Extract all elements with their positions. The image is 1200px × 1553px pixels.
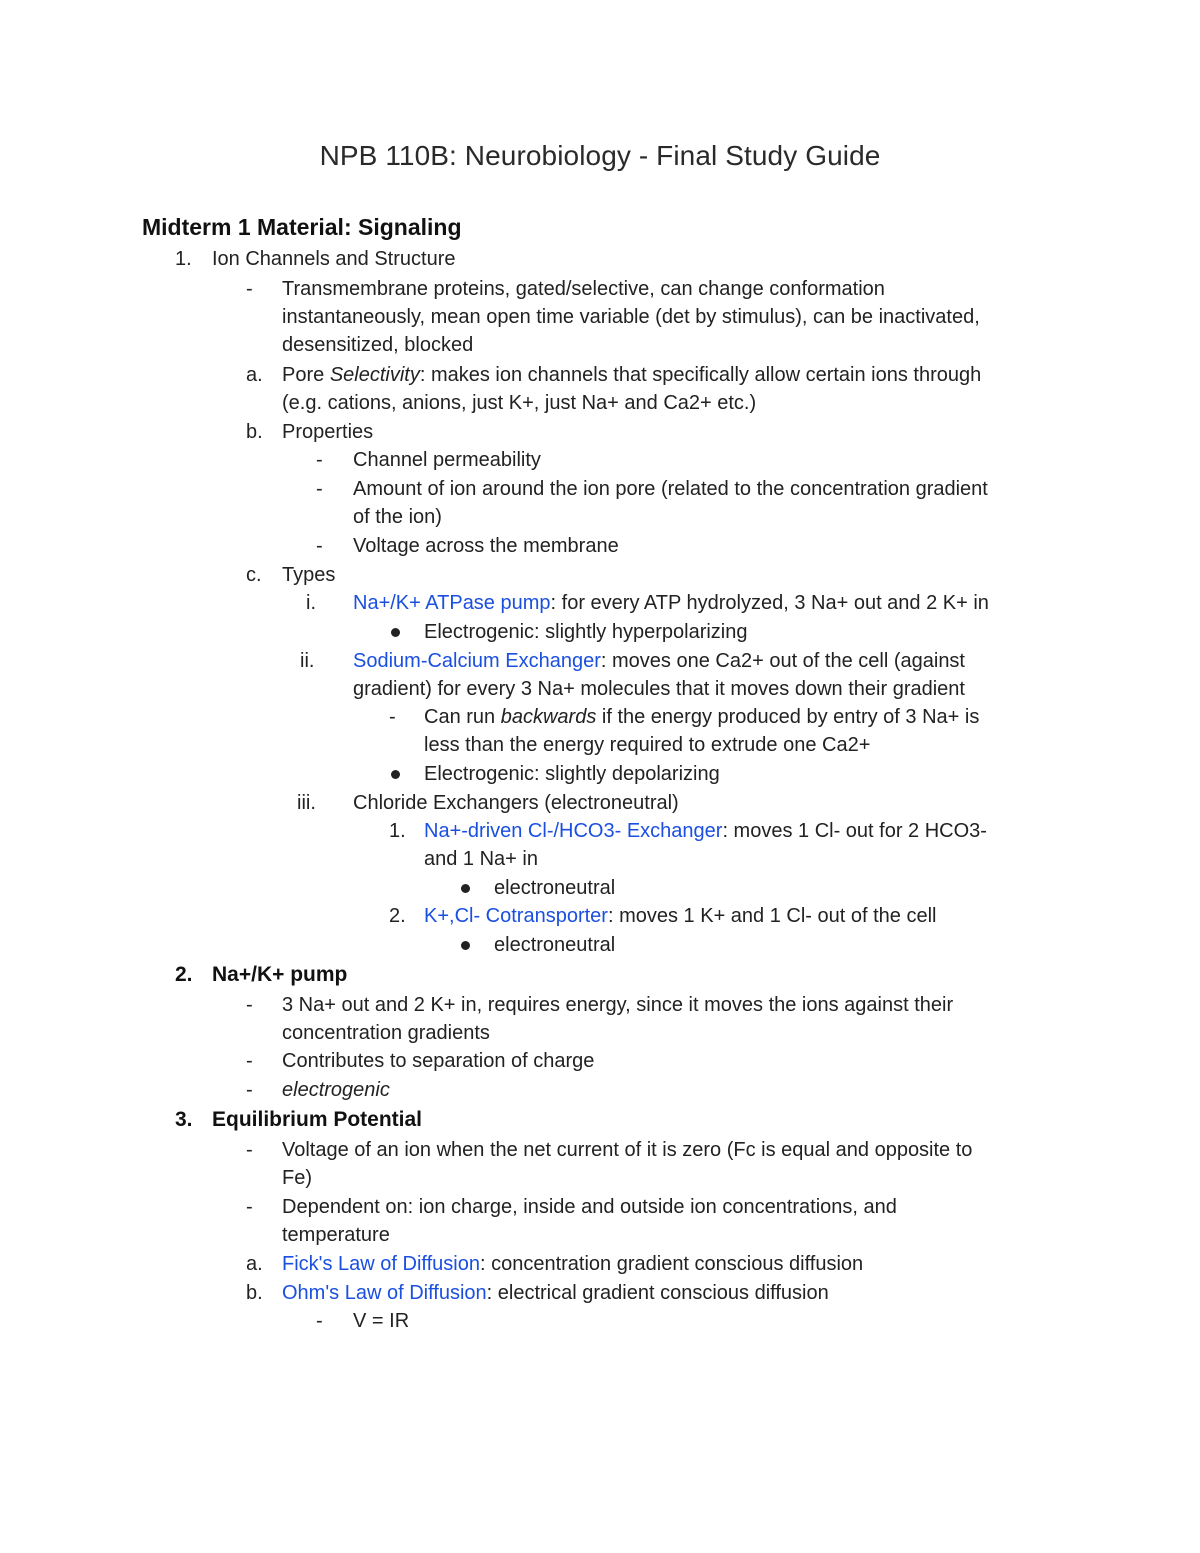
text-line: Fe)	[282, 1167, 312, 1189]
dash-marker: -	[316, 478, 323, 500]
list-marker: ii.	[300, 650, 315, 672]
dash-marker: -	[316, 535, 323, 557]
list-marker: i.	[306, 592, 316, 614]
dash-marker: -	[389, 706, 396, 728]
link-term: Ohm's Law of Diffusion	[282, 1282, 487, 1304]
dash-marker: -	[246, 1050, 253, 1072]
list-marker: a.	[246, 364, 263, 386]
link-term: K+,Cl- Cotransporter	[424, 905, 608, 927]
bullet-dot	[391, 628, 400, 637]
text-line: V = IR	[353, 1310, 410, 1332]
list-marker: 1.	[389, 820, 406, 842]
dash-marker: -	[316, 1310, 323, 1332]
italic-term: backwards	[500, 706, 597, 728]
list-item-label: Types	[282, 564, 336, 586]
text-line: temperature	[282, 1224, 390, 1246]
list-marker: c.	[246, 564, 262, 586]
dash-marker: -	[246, 1139, 253, 1161]
text-line: (e.g. cations, anions, just K+, just Na+ and Ca2+ etc.)	[282, 392, 757, 414]
text-line: Voltage of an ion when the net current of it is zero (Fc is equal and opposite to	[282, 1139, 973, 1161]
text-line: electrogenic	[282, 1079, 390, 1101]
list-item-label: Properties	[282, 421, 374, 443]
list-item-text: Ohm's Law of Diffusion: electrical gradient conscious diffusion	[282, 1282, 829, 1304]
link-term: Na+-driven Cl-/HCO3- Exchanger	[424, 820, 723, 842]
list-item-text: Fick's Law of Diffusion: concentration gradient conscious diffusion	[282, 1253, 864, 1275]
list-item-text: Na+/K+ ATPase pump: for every ATP hydrolyzed, 3 Na+ out and 2 K+ in	[353, 592, 989, 614]
list-marker: 2.	[175, 963, 193, 986]
dash-marker: -	[246, 1079, 253, 1101]
text-line: 3 Na+ out and 2 K+ in, requires energy, since it moves the ions against their	[282, 994, 954, 1016]
list-marker: b.	[246, 1282, 263, 1304]
dash-marker: -	[246, 278, 253, 300]
list-item-text: Sodium-Calcium Exchanger: moves one Ca2+ out of the cell (against	[353, 650, 965, 672]
list-item-text: Pore Selectivity: makes ion channels that specifically allow certain ions through	[282, 364, 982, 386]
list-item-text: Na+-driven Cl-/HCO3- Exchanger: moves 1 Cl- out for 2 HCO3-	[424, 820, 987, 842]
list-heading: Equilibrium Potential	[212, 1108, 423, 1131]
list-item-label: Chloride Exchangers (electroneutral)	[353, 792, 679, 814]
list-marker: 2.	[389, 905, 406, 927]
text-line: Channel permeability	[353, 449, 541, 471]
text-line: Electrogenic: slightly hyperpolarizing	[424, 621, 748, 643]
list-item-text: K+,Cl- Cotransporter: moves 1 K+ and 1 Cl- out of the cell	[424, 905, 937, 927]
list-item-text: Can run backwards if the energy produced by entry of 3 Na+ is	[424, 706, 980, 728]
dash-marker: -	[246, 1196, 253, 1218]
text-line: electroneutral	[494, 934, 616, 956]
text-line: Voltage across the membrane	[353, 535, 619, 557]
text-line: Electrogenic: slightly depolarizing	[424, 763, 720, 785]
bullet-dot	[461, 941, 470, 950]
text-line: less than the energy required to extrude one Ca2+	[424, 734, 871, 756]
text-line: concentration gradients	[282, 1022, 490, 1044]
text-line: Transmembrane proteins, gated/selective, can change conformation	[282, 278, 885, 300]
text-line: desensitized, blocked	[282, 334, 474, 356]
text-line: Dependent on: ion charge, inside and outside ion concentrations, and	[282, 1196, 897, 1218]
dash-marker: -	[316, 449, 323, 471]
link-term: Sodium-Calcium Exchanger	[353, 650, 601, 672]
text-line: electroneutral	[494, 877, 616, 899]
list-marker: a.	[246, 1253, 263, 1275]
text-line: Contributes to separation of charge	[282, 1050, 595, 1072]
link-term: Fick's Law of Diffusion	[282, 1253, 480, 1275]
text-line: Amount of ion around the ion pore (related to the concentration gradient	[353, 478, 988, 500]
text-line: gradient) for every 3 Na+ molecules that it moves down their gradient	[353, 678, 965, 700]
list-heading: Na+/K+ pump	[212, 963, 348, 986]
italic-term: Selectivity	[329, 364, 420, 386]
bullet-dot	[461, 884, 470, 893]
list-item-label: Ion Channels and Structure	[212, 248, 456, 270]
text-line: instantaneously, mean open time variable (det by stimulus), can be inactivated,	[282, 306, 980, 328]
text-line: of the ion)	[353, 506, 442, 528]
list-marker: 3.	[175, 1108, 193, 1131]
list-marker: b.	[246, 421, 263, 443]
text-line: and 1 Na+ in	[424, 848, 538, 870]
dash-marker: -	[246, 994, 253, 1016]
list-marker: iii.	[297, 792, 316, 814]
page-title: NPB 110B: Neurobiology - Final Study Guide	[319, 140, 881, 171]
link-term: Na+/K+ ATPase pump	[353, 592, 551, 614]
list-marker: 1.	[175, 248, 192, 270]
section-heading: Midterm 1 Material: Signaling	[142, 214, 462, 240]
bullet-dot	[391, 770, 400, 779]
